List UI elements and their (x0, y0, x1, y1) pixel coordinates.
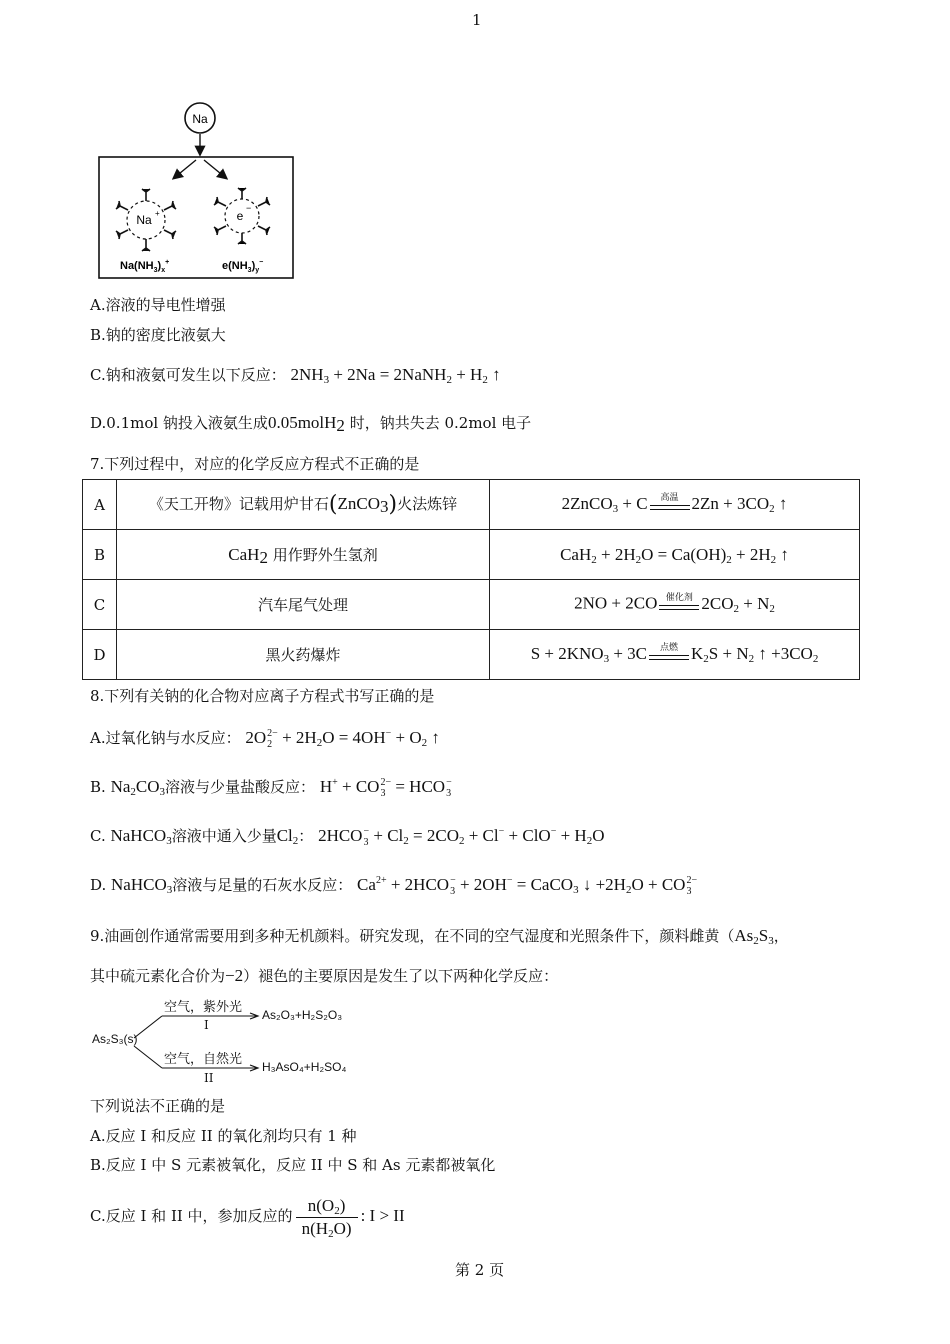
q9-stem-line2: 其中硫元素化合价为−2）褪色的主要原因是发生了以下两种化学反应： (90, 966, 559, 985)
q9-option-a: A.反应 I 和反应 II 的氧化剂均只有 1 种 (90, 1127, 357, 1145)
left-caption: $Na(NH_3)_x^+$ (120, 259, 170, 274)
q8-option-a: A.过氧化钠与水反应： 2O 2− 2 + $2H_2O = 4OH^- + O_2$ ↑ (90, 728, 440, 751)
table-row (83, 480, 860, 530)
q6-option-a: A.溶液的导电性增强 (90, 296, 226, 314)
q9-option-b: B.反应 I 中 S 元素被氧化，反应 II 中 S 和 As 元素都被氧化 (90, 1156, 496, 1174)
scheme-lower-condition: 空气，自然光 (164, 1052, 243, 1067)
row-description: 汽车尾气处理 (117, 580, 490, 630)
right-arrow (204, 160, 226, 178)
table-row (83, 530, 860, 580)
na-atom-label: Na (192, 112, 208, 126)
row-equation: $S + 2KNO_3 + 3C$ 点燃 $K_2S + N_2$ ↑ $+3CO_2$ (490, 630, 860, 680)
q8-option-c: C. NaHCO$_3$溶液中通入少量$Cl_2$： 2HCO − 3 + $Cl_2 = 2CO_2 + Cl^- + ClO^- + H_2O$ (90, 826, 605, 849)
solvated-sodium-ion (116, 189, 176, 251)
q6-option-c: C.钠和液氨可发生以下反应： $2NH_3 + 2Na$ = 2NaNH$_2$ + $H_2$ ↑ (90, 365, 501, 386)
page-footer: 第 2 页 (455, 1261, 505, 1279)
q7-table (82, 479, 860, 680)
scheme-lower-product: H₃AsO₄+H₂SO₄ (262, 1060, 347, 1074)
svg-text:Na: Na (136, 213, 152, 227)
q7-stem: 7.下列过程中，对应的化学反应方程式不正确的是 (90, 455, 420, 473)
scheme-reactant: As₂S₃(s) (92, 1032, 138, 1046)
scheme-upper-condition: 空气，紫外光 (164, 1000, 243, 1015)
scheme-upper-product: As₂O₃+H₂S₂O₃ (262, 1008, 343, 1022)
svg-text:e: e (236, 209, 244, 223)
q9-reaction-scheme (90, 994, 370, 1090)
row-description: 黑火药爆炸 (117, 630, 490, 680)
q6-option-b: B.钠的密度比液氨大 (90, 326, 226, 344)
q8-option-b: B. $Na_2CO_3$溶液与少量盐酸反应： H+ + CO 2− 3 = HCO − 3 (90, 777, 452, 800)
svg-text:−: − (246, 203, 252, 213)
table-row (83, 630, 860, 680)
row-label: A (83, 480, 117, 530)
scheme-upper-label: I (204, 1018, 209, 1032)
solvated-electron (214, 188, 270, 244)
left-arrow (174, 160, 196, 178)
row-equation: 2NO + 2CO 催化剂 $2CO_2 + N_2$ (490, 580, 860, 630)
right-caption: $e(NH_3)_y^-$ (222, 259, 264, 274)
row-label: C (83, 580, 117, 630)
q8-stem: 8.下列有关钠的化合物对应离子方程式书写正确的是 (90, 687, 435, 705)
table-row (83, 580, 860, 630)
row-description: 《天工开物》记载用炉甘石(ZnCO$_3$)火法炼锌 (117, 480, 490, 530)
q9-question: 下列说法不正确的是 (90, 1097, 226, 1115)
svg-text:+: + (155, 209, 160, 218)
row-label: B (83, 530, 117, 580)
o2-h2o-ratio: $\frac{n(O_2)}{n(H_2O)}$ (296, 1195, 358, 1240)
sodium-ammonia-figure (96, 98, 296, 280)
row-description: CaH$_2$ 用作野外生氢剂 (117, 530, 490, 580)
q9-stem-line1: 9.油画创作通常需要用到多种无机颜料。研究发现，在不同的空气湿度和光照条件下，颜料雌黄（$As_2S_3$， (90, 926, 789, 947)
row-equation: 2ZnCO$_3$ + C 高温 $2Zn + 3CO_2$ ↑ (490, 480, 860, 530)
q6-option-d: D.0.1mol 钠投入液氨生成0.05molH$_2$ 时，钠共失去 0.2mol 电子 (90, 413, 532, 435)
q8-option-d: D. NaHCO$_3$溶液与足量的石灰水反应： $Ca^{2+} + 2HCO$ − 3 + 2OH− = CaCO$_3$ ↓ $+2H_2O$ + CO 2− 3 (90, 875, 698, 898)
row-equation: $CaH_2 + 2H_2O = Ca(OH)_2 + 2H_2$ ↑ (490, 530, 860, 580)
row-label: D (83, 630, 117, 680)
q9-option-c: C.反应 I 和 II 中，参加反应的 $\frac{n(O_2)}{n(H_2O)}$ : I > II (90, 1195, 405, 1240)
scheme-lower-label: II (204, 1071, 214, 1085)
page-number-top: 1 (472, 11, 482, 29)
